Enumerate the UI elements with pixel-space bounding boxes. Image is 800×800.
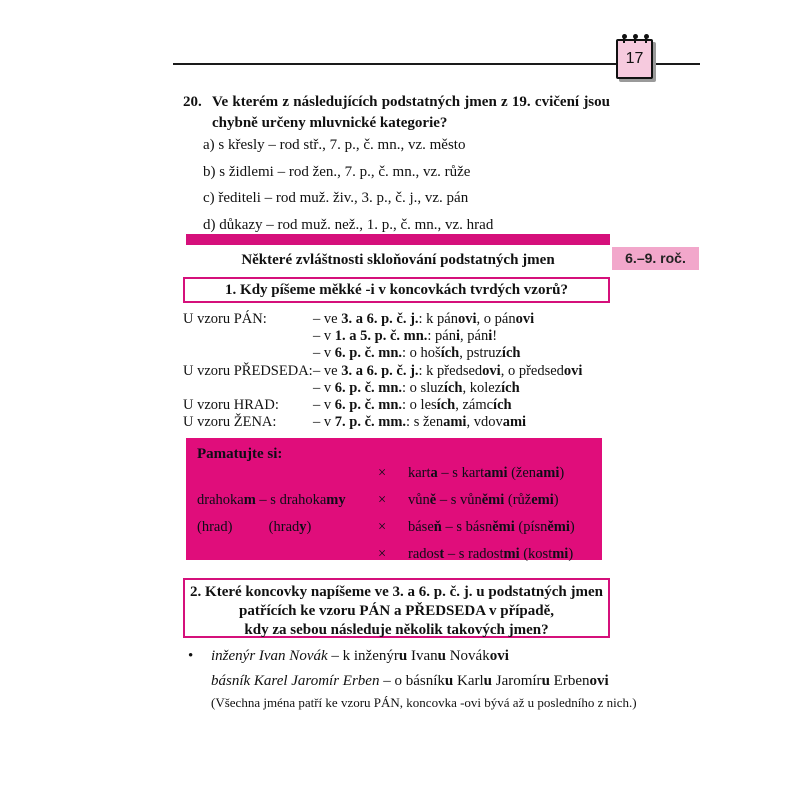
page-number-tab (616, 39, 653, 79)
remember-row (197, 487, 595, 514)
binder-dot-icon (644, 34, 649, 39)
pattern-label: U vzoru HRAD: (183, 397, 279, 414)
pattern-text: – v 1. a 5. p. č. mn.: páni, páni! (313, 328, 498, 345)
pattern-text: – ve 3. a 6. p. č. j.: k předsedovi, o předsedovi (313, 362, 583, 379)
pattern-label: U vzoru ŽENA: (183, 414, 277, 431)
remember-title: Pamatujte si: (197, 446, 283, 462)
section-divider-bar (186, 234, 610, 245)
example-note: (Všechna jména patří ke vzoru PÁN, koncovka -ovi bývá až u posledního z nich.) (211, 695, 637, 710)
pattern-row (183, 414, 623, 431)
remember-row (197, 514, 595, 541)
cross-symbol: × (378, 546, 387, 562)
examples-block (188, 644, 728, 711)
exercise-question: Ve kterém z následujících podstatných jmen z 19. cvičení jsou chybně určeny mluvnické kategorie? (212, 94, 610, 131)
pattern-label (183, 328, 313, 345)
question2-line: patřících ke vzoru PÁN a PŘEDSEDA v případě, (239, 603, 554, 619)
remember-grid (197, 460, 595, 568)
exercise-options (203, 132, 623, 238)
pattern-row (183, 397, 623, 414)
exercise-number: 20. (183, 94, 202, 110)
option-a: a) s křesly – rod stř., 7. p., č. mn., vz. město (203, 137, 466, 153)
binder-dot-icon (622, 34, 627, 39)
pattern-text: – v 6. p. č. mn.: o hoších, pstruzích (313, 345, 521, 362)
pattern-label (183, 345, 313, 362)
cross-symbol: × (378, 519, 387, 535)
remember-box (186, 438, 602, 560)
section-title: Některé zvláštnosti skloňování podstatných jmen (241, 252, 555, 268)
pattern-text: – v 6. p. č. mn.: o sluzích, kolezích (313, 379, 520, 396)
question2-line: 2. Které koncovky napíšeme ve 3. a 6. p. č. j. u podstatných jmen (190, 584, 603, 600)
pattern-row (183, 380, 623, 397)
pattern-label (183, 380, 313, 397)
question2-line: kdy za sebou následuje několik takových jmen? (244, 622, 549, 638)
remember-row (197, 460, 595, 487)
pattern-row (183, 363, 623, 380)
pattern-text: – v 7. p. č. mm.: s ženami, vdovami (313, 414, 527, 431)
remember-row (197, 541, 595, 568)
page-number: 17 (625, 50, 644, 67)
remember-right: báseň – s básněmi (písněmi) (408, 519, 575, 535)
pattern-row (183, 328, 623, 345)
declension-patterns (183, 311, 623, 431)
question-box-2 (183, 578, 610, 638)
pattern-label: U vzoru PÁN: (183, 311, 267, 327)
option-c: c) řediteli – rod muž. živ., 3. p., č. j., vz. pán (203, 190, 469, 206)
remember-right: vůně – s vůněmi (růžemi) (408, 492, 559, 508)
grade-badge: 6.–9. roč. (612, 247, 699, 270)
option-d: d) důkazy – rod muž. než., 1. p., č. mn., vz. hrad (203, 216, 494, 233)
cross-symbol: × (378, 492, 387, 508)
bullet-icon: • (188, 648, 194, 664)
pattern-text: – v 6. p. č. mn.: o lesích, zámcích (313, 397, 512, 414)
cross-symbol: × (378, 465, 387, 481)
option-b: b) s židlemi – rod žen., 7. p., č. mn., vz. růže (203, 163, 471, 180)
pattern-row (183, 311, 623, 328)
pattern-label: U vzoru PŘEDSEDA: (183, 362, 313, 379)
pattern-row (183, 345, 623, 362)
remember-right: karta – s kartami (ženami) (408, 465, 565, 481)
example-line: inženýr Ivan Novák – k inženýru Ivanu Novákovi (211, 648, 509, 664)
remember-left: drahokam – s drahokamy (197, 492, 346, 508)
pattern-text: – ve 3. a 6. p. č. j.: k pánovi, o pánovi (313, 311, 535, 327)
remember-left: (hrad) (hrady) (197, 519, 312, 535)
question-box-1: 1. Kdy píšeme měkké -i v koncovkách tvrdých vzorů? (183, 277, 610, 303)
example-line: básník Karel Jaromír Erben – o básníku Karlu Jaromíru Erbenovi (211, 673, 609, 689)
binder-dot-icon (633, 34, 638, 39)
remember-right: radost – s radostmi (kostmi) (408, 546, 574, 562)
exercise-20 (183, 92, 613, 134)
